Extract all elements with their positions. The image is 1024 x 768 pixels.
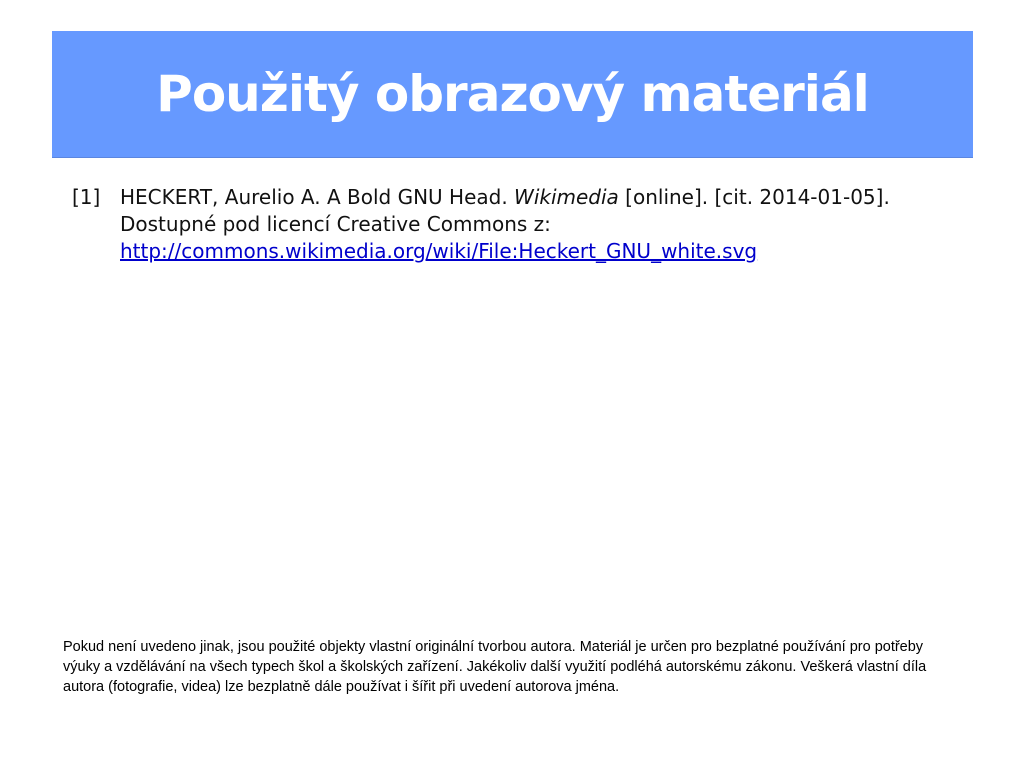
reference-author-title: HECKERT, Aurelio A. A Bold GNU Head. (120, 185, 508, 209)
reference-license-text: Dostupné pod licencí Creative Commons z: (120, 212, 551, 236)
title-bar (52, 31, 973, 158)
reference-body (120, 184, 952, 265)
footer-note: Pokud není uvedeno jinak, jsou použité objekty vlastní originální tvorbou autora. Materiál je určen pro bezplatné používání pro potřeby výuky a vzdělávání na všech typech škol a školských zařízení. Jakékoliv další využití podléhá autorskému zákonu. Veškerá vlastní díla autora (fotografie, videa) lze bezplatně dále používat i šířit při uvedení autorova jména. (63, 639, 927, 695)
reference-link[interactable]: http://commons.wikimedia.org/wiki/File:Heckert_GNU_white.svg (120, 239, 758, 263)
reference-online-cit: [online]. [cit. 2014-01-05]. (625, 185, 890, 209)
reference-number: [1] (72, 185, 101, 209)
reference-source: Wikimedia (514, 185, 619, 209)
reference-list (72, 184, 952, 265)
page-title: Použitý obrazový materiál (156, 65, 869, 123)
reference-item (72, 184, 952, 265)
